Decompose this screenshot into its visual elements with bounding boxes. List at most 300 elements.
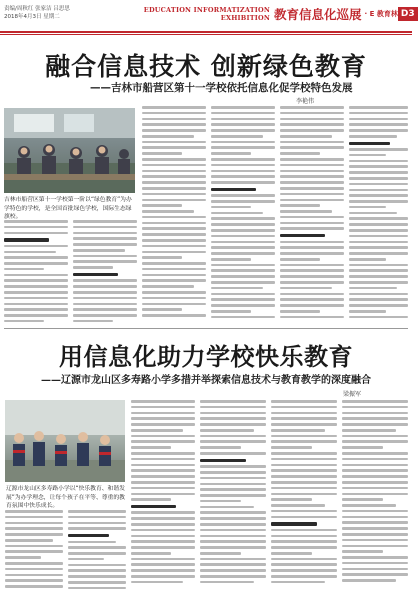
text-line	[142, 129, 206, 132]
text-line	[211, 293, 275, 296]
text-line	[280, 222, 344, 225]
text-line	[342, 550, 383, 553]
text-line	[342, 568, 408, 571]
text-line	[131, 581, 183, 584]
text-line	[4, 268, 44, 271]
text-line	[271, 510, 337, 513]
text-line	[271, 498, 312, 501]
text-line	[280, 123, 344, 126]
text-line	[142, 291, 206, 294]
text-line	[349, 269, 408, 272]
text-line	[200, 429, 254, 432]
text-line	[131, 498, 171, 501]
text-line	[349, 264, 408, 267]
text-line	[68, 546, 126, 549]
text-line	[211, 141, 275, 144]
masthead-english-title: EDUCATION INFORMATIZATION EXHIBITION	[143, 6, 270, 22]
text-line	[200, 423, 266, 426]
text-line	[142, 210, 194, 213]
text-line	[142, 274, 206, 277]
text-line	[211, 229, 275, 232]
text-line	[142, 164, 206, 167]
text-line	[131, 511, 195, 514]
article-2-column-4	[200, 400, 266, 587]
article-2-subheadline: ——辽源市龙山区多寿路小学多措并举探索信息技术与教育教学的深度融合	[41, 375, 371, 386]
text-line	[131, 446, 171, 449]
text-line	[349, 252, 408, 255]
text-line	[4, 251, 56, 254]
text-line	[271, 529, 337, 532]
text-line	[73, 255, 137, 258]
text-line	[280, 118, 344, 121]
text-line	[200, 483, 266, 486]
text-line	[280, 199, 344, 202]
article-2-byline: 梁振军	[343, 391, 362, 398]
text-line	[73, 279, 137, 282]
text-line	[142, 199, 206, 202]
text-line	[280, 293, 344, 296]
text-line	[211, 129, 275, 132]
text-line	[211, 170, 275, 173]
text-line	[68, 516, 126, 519]
text-line	[280, 252, 344, 255]
text-line	[280, 264, 344, 267]
text-line	[131, 558, 195, 561]
text-line	[200, 523, 266, 526]
text-line	[68, 558, 104, 561]
text-line	[271, 575, 337, 578]
text-line	[131, 523, 195, 526]
text-line	[280, 175, 344, 178]
text-line	[211, 298, 275, 301]
text-line	[271, 440, 337, 443]
text-line	[211, 112, 275, 115]
text-line	[271, 406, 337, 409]
text-line	[349, 206, 386, 209]
text-line	[211, 217, 275, 220]
text-line	[271, 429, 325, 432]
text-line	[5, 585, 63, 588]
text-line	[271, 400, 337, 403]
text-line	[271, 581, 325, 584]
text-line	[200, 546, 266, 549]
text-line	[200, 406, 266, 409]
section-heading	[68, 534, 109, 537]
text-line	[131, 400, 195, 403]
text-line	[142, 268, 206, 271]
text-line	[200, 581, 254, 584]
text-line	[342, 475, 408, 478]
masthead-info: 责编/周秋红 张家洁 吕思思 2018年4月3日 星期二	[4, 6, 70, 20]
text-line	[4, 256, 68, 259]
text-line	[200, 535, 266, 538]
text-line	[280, 152, 320, 155]
text-line	[271, 504, 325, 507]
text-line	[73, 249, 125, 252]
text-line	[131, 475, 195, 478]
text-line	[211, 181, 275, 184]
text-line	[349, 212, 397, 215]
article-divider	[4, 328, 408, 329]
text-line	[200, 558, 266, 561]
text-line	[200, 477, 266, 480]
text-line	[131, 487, 195, 490]
text-line	[142, 123, 206, 126]
text-line	[131, 540, 195, 543]
text-line	[280, 146, 344, 149]
text-line	[271, 458, 337, 461]
text-line	[342, 573, 408, 576]
text-line	[280, 246, 344, 249]
text-line	[142, 204, 182, 207]
text-line	[131, 452, 195, 455]
text-line	[349, 123, 408, 126]
text-line	[211, 118, 275, 121]
text-line	[142, 112, 206, 115]
text-line	[211, 123, 275, 126]
text-line	[342, 533, 408, 536]
text-line	[349, 148, 408, 151]
text-line	[271, 464, 337, 467]
text-line	[142, 170, 206, 173]
text-line	[349, 200, 408, 203]
text-line	[211, 106, 275, 109]
text-line	[349, 241, 408, 244]
text-line	[211, 316, 275, 319]
text-line	[349, 316, 408, 319]
text-line	[142, 118, 206, 121]
text-line	[211, 264, 275, 267]
text-line	[280, 170, 344, 173]
text-line	[68, 527, 126, 530]
text-line	[131, 458, 195, 461]
text-line	[342, 556, 408, 559]
text-line	[211, 269, 275, 272]
text-line	[5, 539, 53, 542]
text-line	[200, 446, 241, 449]
text-line	[142, 181, 206, 184]
text-line	[211, 310, 251, 313]
text-line	[271, 493, 337, 496]
text-line	[349, 246, 408, 249]
text-line	[271, 569, 337, 572]
text-line	[131, 435, 195, 438]
text-line	[211, 158, 275, 161]
text-line	[73, 266, 113, 269]
text-line	[73, 285, 137, 288]
article-1-subheadline: ——吉林市船营区第十一学校依托信息化促学校特色发展	[90, 82, 353, 94]
text-line	[211, 212, 263, 215]
text-line	[349, 304, 408, 307]
text-line	[68, 564, 126, 567]
text-line	[271, 552, 312, 555]
text-line	[4, 262, 68, 265]
text-line	[342, 527, 408, 530]
text-line	[142, 141, 206, 144]
text-line	[271, 475, 337, 478]
text-line	[349, 229, 408, 232]
text-line	[342, 406, 408, 409]
text-line	[142, 251, 206, 254]
text-line	[5, 550, 63, 553]
text-line	[342, 440, 408, 443]
students-photo	[5, 400, 125, 482]
text-line	[200, 517, 266, 520]
masthead-rule-thin	[0, 34, 412, 35]
text-line	[5, 510, 63, 513]
text-line	[5, 574, 63, 577]
text-line	[142, 227, 206, 230]
section-heading	[211, 188, 256, 191]
masthead-title: 教育信息化巡展	[274, 7, 362, 22]
article-1-column-4	[211, 106, 275, 322]
text-line	[280, 241, 344, 244]
section-heading	[4, 238, 49, 241]
article-1-headline: 融合信息技术 创新绿色教育	[45, 52, 367, 81]
classroom-photo-illustration	[4, 108, 135, 193]
text-line	[280, 193, 344, 196]
text-line	[131, 469, 195, 472]
text-line	[280, 187, 344, 190]
text-line	[142, 239, 206, 242]
section-heading	[73, 273, 118, 276]
text-line	[131, 481, 195, 484]
text-line	[131, 535, 195, 538]
section-heading	[280, 234, 325, 237]
article-1-column-3	[142, 106, 206, 320]
classroom-photo	[4, 108, 135, 193]
text-line	[280, 269, 344, 272]
text-line	[68, 587, 126, 590]
text-line	[200, 440, 266, 443]
text-line	[4, 297, 68, 300]
text-line	[211, 287, 263, 290]
text-line	[142, 314, 206, 317]
text-line	[349, 154, 386, 157]
section-heading	[200, 459, 246, 462]
text-line	[342, 562, 408, 565]
text-line	[342, 429, 396, 432]
text-line	[4, 274, 68, 277]
text-line	[131, 440, 195, 443]
text-line	[73, 291, 137, 294]
text-line	[271, 446, 312, 449]
text-line	[280, 141, 344, 144]
text-line	[131, 412, 195, 415]
text-line	[200, 400, 266, 403]
section-heading	[349, 142, 390, 145]
text-line	[342, 400, 408, 403]
article-1-photo-caption: 吉林市船营区第十一学校第一阶以“绿色教育”为办学特色的学校，是全国首批绿色学校，国际生态绿旗校。	[4, 197, 132, 220]
article-2-column-5	[271, 400, 337, 587]
text-line	[200, 552, 241, 555]
text-line	[271, 469, 337, 472]
text-line	[271, 412, 337, 415]
text-line	[349, 129, 408, 132]
text-line	[73, 232, 137, 235]
text-line	[131, 552, 171, 555]
text-line	[349, 189, 408, 192]
text-line	[142, 193, 206, 196]
text-line	[280, 106, 344, 109]
text-line	[5, 568, 63, 571]
text-line	[5, 556, 41, 559]
section-heading	[271, 522, 317, 525]
text-line	[342, 423, 408, 426]
text-line	[131, 464, 195, 467]
text-line	[131, 546, 195, 549]
text-line	[4, 220, 68, 223]
text-line	[73, 314, 137, 317]
text-line	[68, 575, 126, 578]
text-line	[342, 545, 408, 548]
text-line	[349, 298, 408, 301]
text-line	[142, 262, 206, 265]
text-line	[349, 165, 408, 168]
text-line	[4, 303, 68, 306]
text-line	[4, 320, 44, 323]
text-line	[4, 314, 68, 317]
text-line	[280, 216, 344, 219]
text-line	[280, 310, 320, 313]
text-line	[211, 252, 275, 255]
masthead	[0, 0, 415, 34]
text-line	[280, 275, 344, 278]
text-line	[211, 246, 275, 249]
text-line	[211, 223, 275, 226]
text-line	[142, 308, 182, 311]
text-line	[4, 226, 68, 229]
text-line	[68, 510, 126, 513]
text-line	[200, 494, 266, 497]
text-line	[131, 417, 195, 420]
text-line	[131, 429, 183, 432]
text-line	[271, 423, 337, 426]
text-line	[342, 446, 383, 449]
text-line	[349, 310, 386, 313]
text-line	[342, 498, 383, 501]
text-line	[4, 245, 68, 248]
text-line	[5, 545, 63, 548]
text-line	[142, 222, 206, 225]
text-line	[4, 232, 68, 235]
text-line	[73, 308, 137, 311]
text-line	[349, 183, 408, 186]
text-line	[5, 527, 63, 530]
text-line	[211, 281, 275, 284]
text-line	[342, 516, 408, 519]
text-line	[142, 106, 206, 109]
text-line	[342, 417, 408, 420]
section-heading	[131, 505, 176, 508]
text-line	[349, 258, 386, 261]
text-line	[131, 493, 195, 496]
text-line	[142, 245, 206, 248]
text-line	[4, 279, 68, 282]
text-line	[131, 406, 195, 409]
text-line	[280, 129, 344, 132]
text-line	[342, 493, 408, 496]
text-line	[73, 260, 137, 263]
text-line	[342, 412, 408, 415]
text-line	[271, 435, 337, 438]
text-line	[211, 146, 275, 149]
text-line	[271, 558, 337, 561]
text-line	[349, 235, 408, 238]
text-line	[68, 552, 126, 555]
text-line	[4, 291, 68, 294]
text-line	[280, 281, 344, 284]
text-line	[200, 540, 266, 543]
text-line	[271, 516, 337, 519]
text-line	[200, 488, 266, 491]
text-line	[349, 106, 408, 109]
text-line	[211, 152, 251, 155]
text-line	[200, 465, 266, 468]
text-line	[5, 533, 63, 536]
text-line	[349, 177, 408, 180]
masthead-subtitle: · E 教育林	[364, 10, 398, 18]
text-line	[142, 216, 206, 219]
text-line	[280, 227, 344, 230]
text-line	[211, 275, 275, 278]
text-line	[200, 506, 254, 509]
text-line	[280, 204, 320, 207]
article-1-column-2	[73, 220, 137, 326]
text-line	[342, 481, 408, 484]
text-line	[271, 452, 337, 455]
text-line	[342, 452, 408, 455]
text-line	[200, 569, 266, 572]
text-line	[342, 487, 408, 490]
text-line	[280, 135, 332, 138]
text-line	[142, 146, 206, 149]
text-line	[142, 152, 182, 155]
text-line	[142, 279, 206, 282]
text-line	[349, 281, 408, 284]
article-2-column-6	[342, 400, 408, 585]
text-line	[280, 287, 332, 290]
text-line	[271, 540, 337, 543]
masthead-english-title-wrap	[116, 6, 270, 22]
text-line	[142, 233, 206, 236]
students-photo-illustration	[5, 400, 125, 482]
text-line	[211, 175, 275, 178]
text-line	[211, 241, 275, 244]
text-line	[200, 511, 266, 514]
text-line	[211, 200, 275, 203]
text-line	[280, 316, 344, 319]
article-1-column-1	[4, 220, 68, 326]
text-line	[211, 258, 251, 261]
text-line	[349, 112, 408, 115]
text-line	[271, 487, 337, 490]
text-line	[68, 569, 126, 572]
article-1-byline: 李艳伟	[296, 98, 315, 105]
text-line	[142, 297, 206, 300]
text-line	[342, 579, 396, 582]
text-line	[200, 417, 266, 420]
article-2-column-2	[68, 510, 126, 593]
text-line	[142, 256, 182, 259]
text-line	[211, 135, 263, 138]
text-line	[131, 517, 195, 520]
text-line	[280, 112, 344, 115]
text-line	[5, 562, 63, 565]
text-line	[349, 194, 408, 197]
text-line	[342, 458, 408, 461]
text-line	[68, 581, 126, 584]
